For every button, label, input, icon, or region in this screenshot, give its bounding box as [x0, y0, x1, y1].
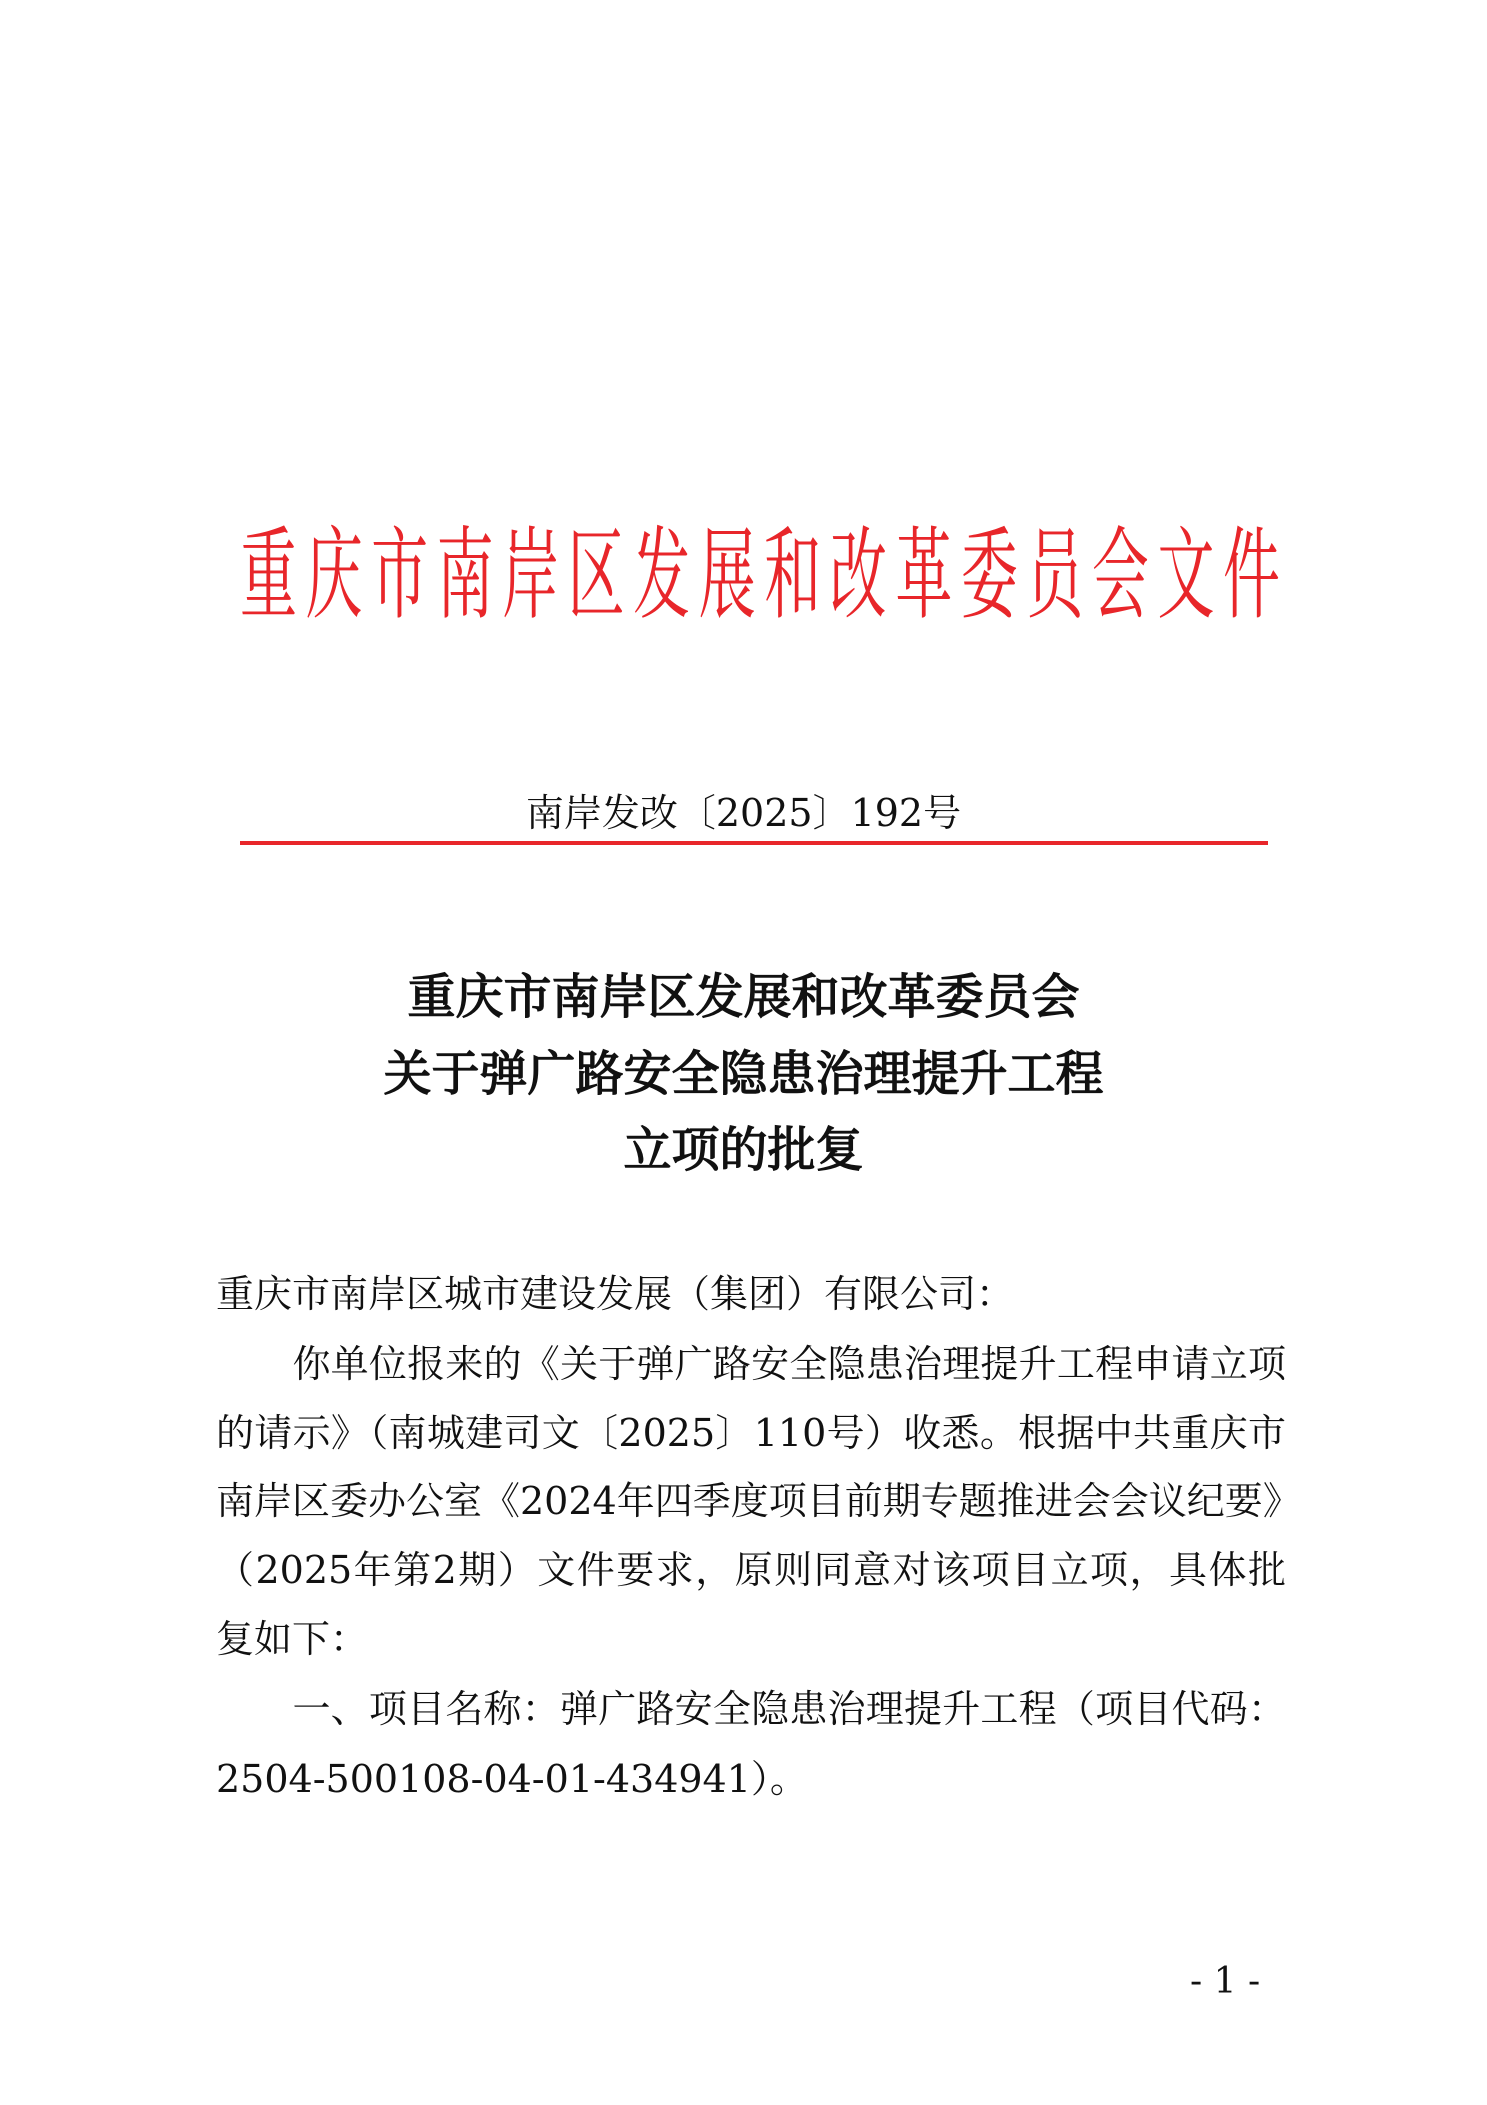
body-line: 你单位报来的《关于弹广路安全隐患治理提升工程申请立项: [216, 1342, 1286, 1386]
body-line: 一、项目名称：弹广路安全隐患治理提升工程（项目代码：: [216, 1687, 1286, 1731]
body-line: （2025年第2期）文件要求，原则同意对该项目立项，具体批: [216, 1548, 1286, 1592]
title-line-3: 立项的批复: [623, 1122, 864, 1178]
title-line-2: 关于弹广路安全隐患治理提升工程: [383, 1046, 1104, 1102]
issuer-banner: 重庆市南岸区发展和改革委员会文件: [240, 518, 1280, 634]
title-line-1: 重庆市南岸区发展和改革委员会: [407, 969, 1080, 1025]
body-line: 的请示》（南城建司文〔2025〕110号）收悉。根据中共重庆市: [216, 1411, 1286, 1455]
body-line: 2504-500108-04-01-434941）。: [216, 1757, 808, 1801]
addressee: 重庆市南岸区城市建设发展（集团）有限公司：: [216, 1272, 1015, 1316]
document-number: 南岸发改〔2025〕192号: [525, 791, 962, 835]
body-line: 南岸区委办公室《2024年四季度项目前期专题推进会会议纪要》: [216, 1479, 1301, 1523]
page-number: - 1 -: [1190, 1961, 1261, 2002]
red-divider: [240, 841, 1268, 845]
body-line: 复如下：: [216, 1617, 369, 1661]
